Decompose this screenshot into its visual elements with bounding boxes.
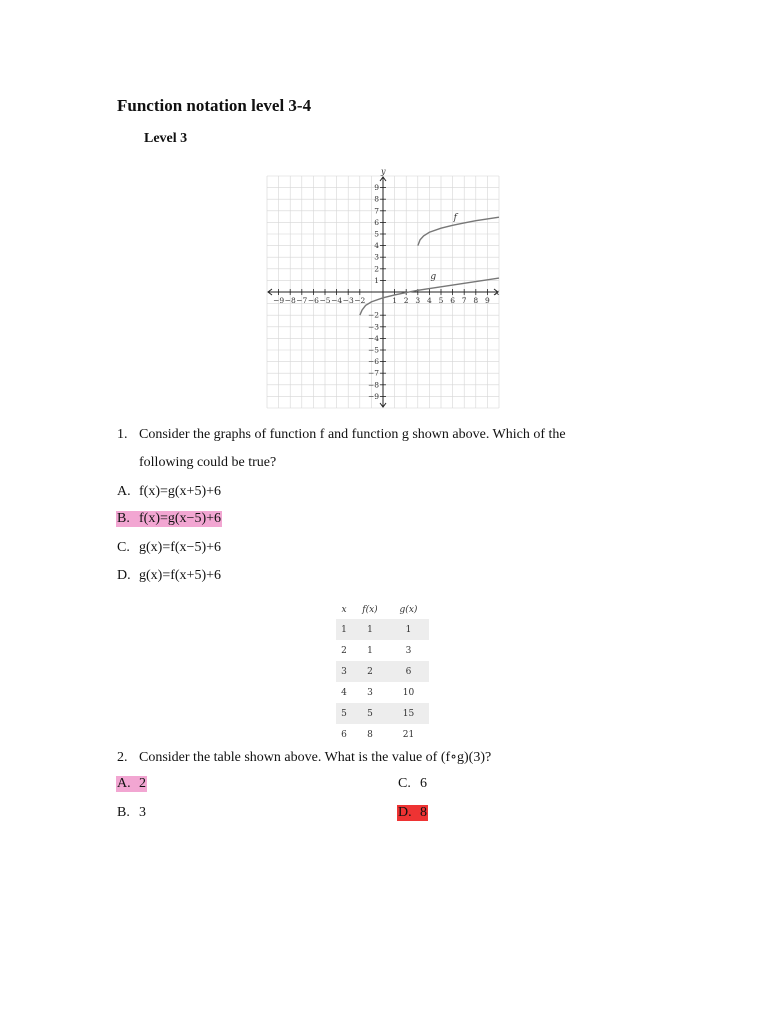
x-tick-label: 6 <box>450 296 455 305</box>
x-tick-label: 2 <box>403 296 409 305</box>
value-table <box>336 600 429 745</box>
table-cell: 21 <box>402 729 415 740</box>
table-cell: 10 <box>402 687 415 698</box>
q1-option-d-letter: D. <box>117 568 131 583</box>
y-tick-label: −9 <box>367 391 379 401</box>
table-cell: 15 <box>388 703 429 724</box>
table-cell: 3 <box>336 661 352 682</box>
x-tick-label: −7 <box>296 296 308 305</box>
series-f-label: f <box>453 212 457 223</box>
y-axis-label: y <box>381 167 386 176</box>
question-2 <box>117 749 491 766</box>
graph-axes <box>268 177 498 407</box>
q2-option-b[interactable] <box>117 805 146 821</box>
q2-option-c[interactable] <box>398 776 427 792</box>
x-tick-label: −6 <box>307 296 319 305</box>
question-1-text-line2: following could be true? <box>139 455 277 470</box>
q2-option-a-letter: A. <box>117 776 131 791</box>
q2-option-d-letter: D. <box>398 805 412 820</box>
y-tick-label: −8 <box>367 380 379 390</box>
q2-option-c-text: 6 <box>420 776 427 791</box>
table-row <box>336 724 429 745</box>
question-2-number: 2. <box>117 750 128 765</box>
table-cell: 1 <box>336 619 352 640</box>
x-axis-label: x <box>495 288 500 297</box>
y-tick-label: 2 <box>374 264 379 274</box>
x-tick-label: −8 <box>284 296 296 305</box>
q2-option-b-letter: B. <box>117 805 130 820</box>
table-row <box>336 619 429 640</box>
table-cell: 5 <box>352 703 388 724</box>
x-tick-label: 5 <box>438 296 444 305</box>
q1-option-a-letter: A. <box>117 484 131 499</box>
table-header-fx: f(x) <box>362 604 378 615</box>
x-tick-label: −5 <box>319 296 331 305</box>
function-graph <box>255 160 515 412</box>
table-cell: 3 <box>405 645 412 656</box>
q1-option-d[interactable] <box>117 568 221 584</box>
table-cell: 8 <box>367 729 373 740</box>
y-tick-label: 5 <box>374 229 379 239</box>
q1-option-c[interactable] <box>117 540 221 556</box>
q1-option-c-letter: C. <box>117 540 130 555</box>
y-tick-label: −7 <box>367 368 379 378</box>
x-tick-label: −2 <box>354 296 366 305</box>
question-1-number: 1. <box>117 427 128 442</box>
table-cell: 2 <box>352 661 388 682</box>
y-tick-label: 3 <box>374 252 379 262</box>
x-tick-label: −3 <box>342 296 354 305</box>
x-tick-label: 4 <box>427 296 432 305</box>
y-tick-label: 4 <box>374 241 379 251</box>
x-tick-label: 1 <box>392 296 397 305</box>
q2-option-a[interactable] <box>116 776 147 792</box>
q1-option-c-text: g(x)=f(x−5)+6 <box>139 540 221 555</box>
y-tick-label: 9 <box>374 183 379 193</box>
question-2-text: Consider the table shown above. What is the value of (f∘g)(3)? <box>139 750 492 765</box>
q1-option-b[interactable] <box>116 511 222 527</box>
y-tick-label: −2 <box>367 310 379 320</box>
y-tick-label: −4 <box>367 333 379 343</box>
table-header-row <box>336 600 429 619</box>
table-row <box>336 661 429 682</box>
table-cell: 4 <box>341 687 347 698</box>
table-cell: 6 <box>341 729 347 740</box>
y-tick-label: 1 <box>374 275 379 285</box>
series-g-label: g <box>430 271 437 282</box>
x-tick-label: 9 <box>485 296 490 305</box>
page-title: Function notation level 3-4 <box>117 96 312 115</box>
table-cell: 1 <box>352 619 388 640</box>
table-cell: 5 <box>336 703 352 724</box>
q1-option-b-text: f(x)=g(x−5)+6 <box>139 511 221 526</box>
y-tick-label: 7 <box>374 206 379 216</box>
table-cell: 2 <box>341 645 347 656</box>
table-cell: 1 <box>367 645 373 656</box>
q1-option-a-text: f(x)=g(x+5)+6 <box>139 484 221 499</box>
table-cell: 3 <box>367 687 373 698</box>
series-f-curve <box>418 217 499 245</box>
q2-option-b-text: 3 <box>139 805 146 820</box>
question-1-text-line1: Consider the graphs of function f and function g shown above. Which of the <box>139 427 566 442</box>
q2-option-a-text: 2 <box>139 776 146 791</box>
q2-option-c-letter: C. <box>398 776 411 791</box>
y-tick-label: −6 <box>367 357 379 367</box>
y-tick-label: 6 <box>374 217 379 227</box>
table-cell: 6 <box>388 661 429 682</box>
table-row <box>336 682 429 703</box>
x-tick-label: 3 <box>415 296 421 305</box>
question-1 <box>117 427 566 443</box>
y-tick-label: −3 <box>367 322 379 332</box>
q2-option-d[interactable] <box>397 805 428 821</box>
q1-option-b-letter: B. <box>117 511 130 526</box>
x-tick-label: 7 <box>461 296 467 305</box>
q1-option-a[interactable] <box>117 484 221 500</box>
y-tick-label: 8 <box>374 194 379 204</box>
x-tick-label: −9 <box>273 296 285 305</box>
graph-labels <box>380 167 500 297</box>
x-tick-label: 8 <box>473 296 479 305</box>
table-cell: 1 <box>388 619 429 640</box>
x-tick-label: −4 <box>331 296 343 305</box>
y-tick-label: −5 <box>367 345 379 355</box>
table-header-x: x <box>341 604 347 615</box>
table-row <box>336 640 429 661</box>
q1-option-d-text: g(x)=f(x+5)+6 <box>139 568 221 583</box>
table-header-gx: g(x) <box>399 604 418 615</box>
section-subtitle: Level 3 <box>144 131 188 146</box>
q2-option-d-text: 8 <box>420 805 427 820</box>
table-row <box>336 703 429 724</box>
